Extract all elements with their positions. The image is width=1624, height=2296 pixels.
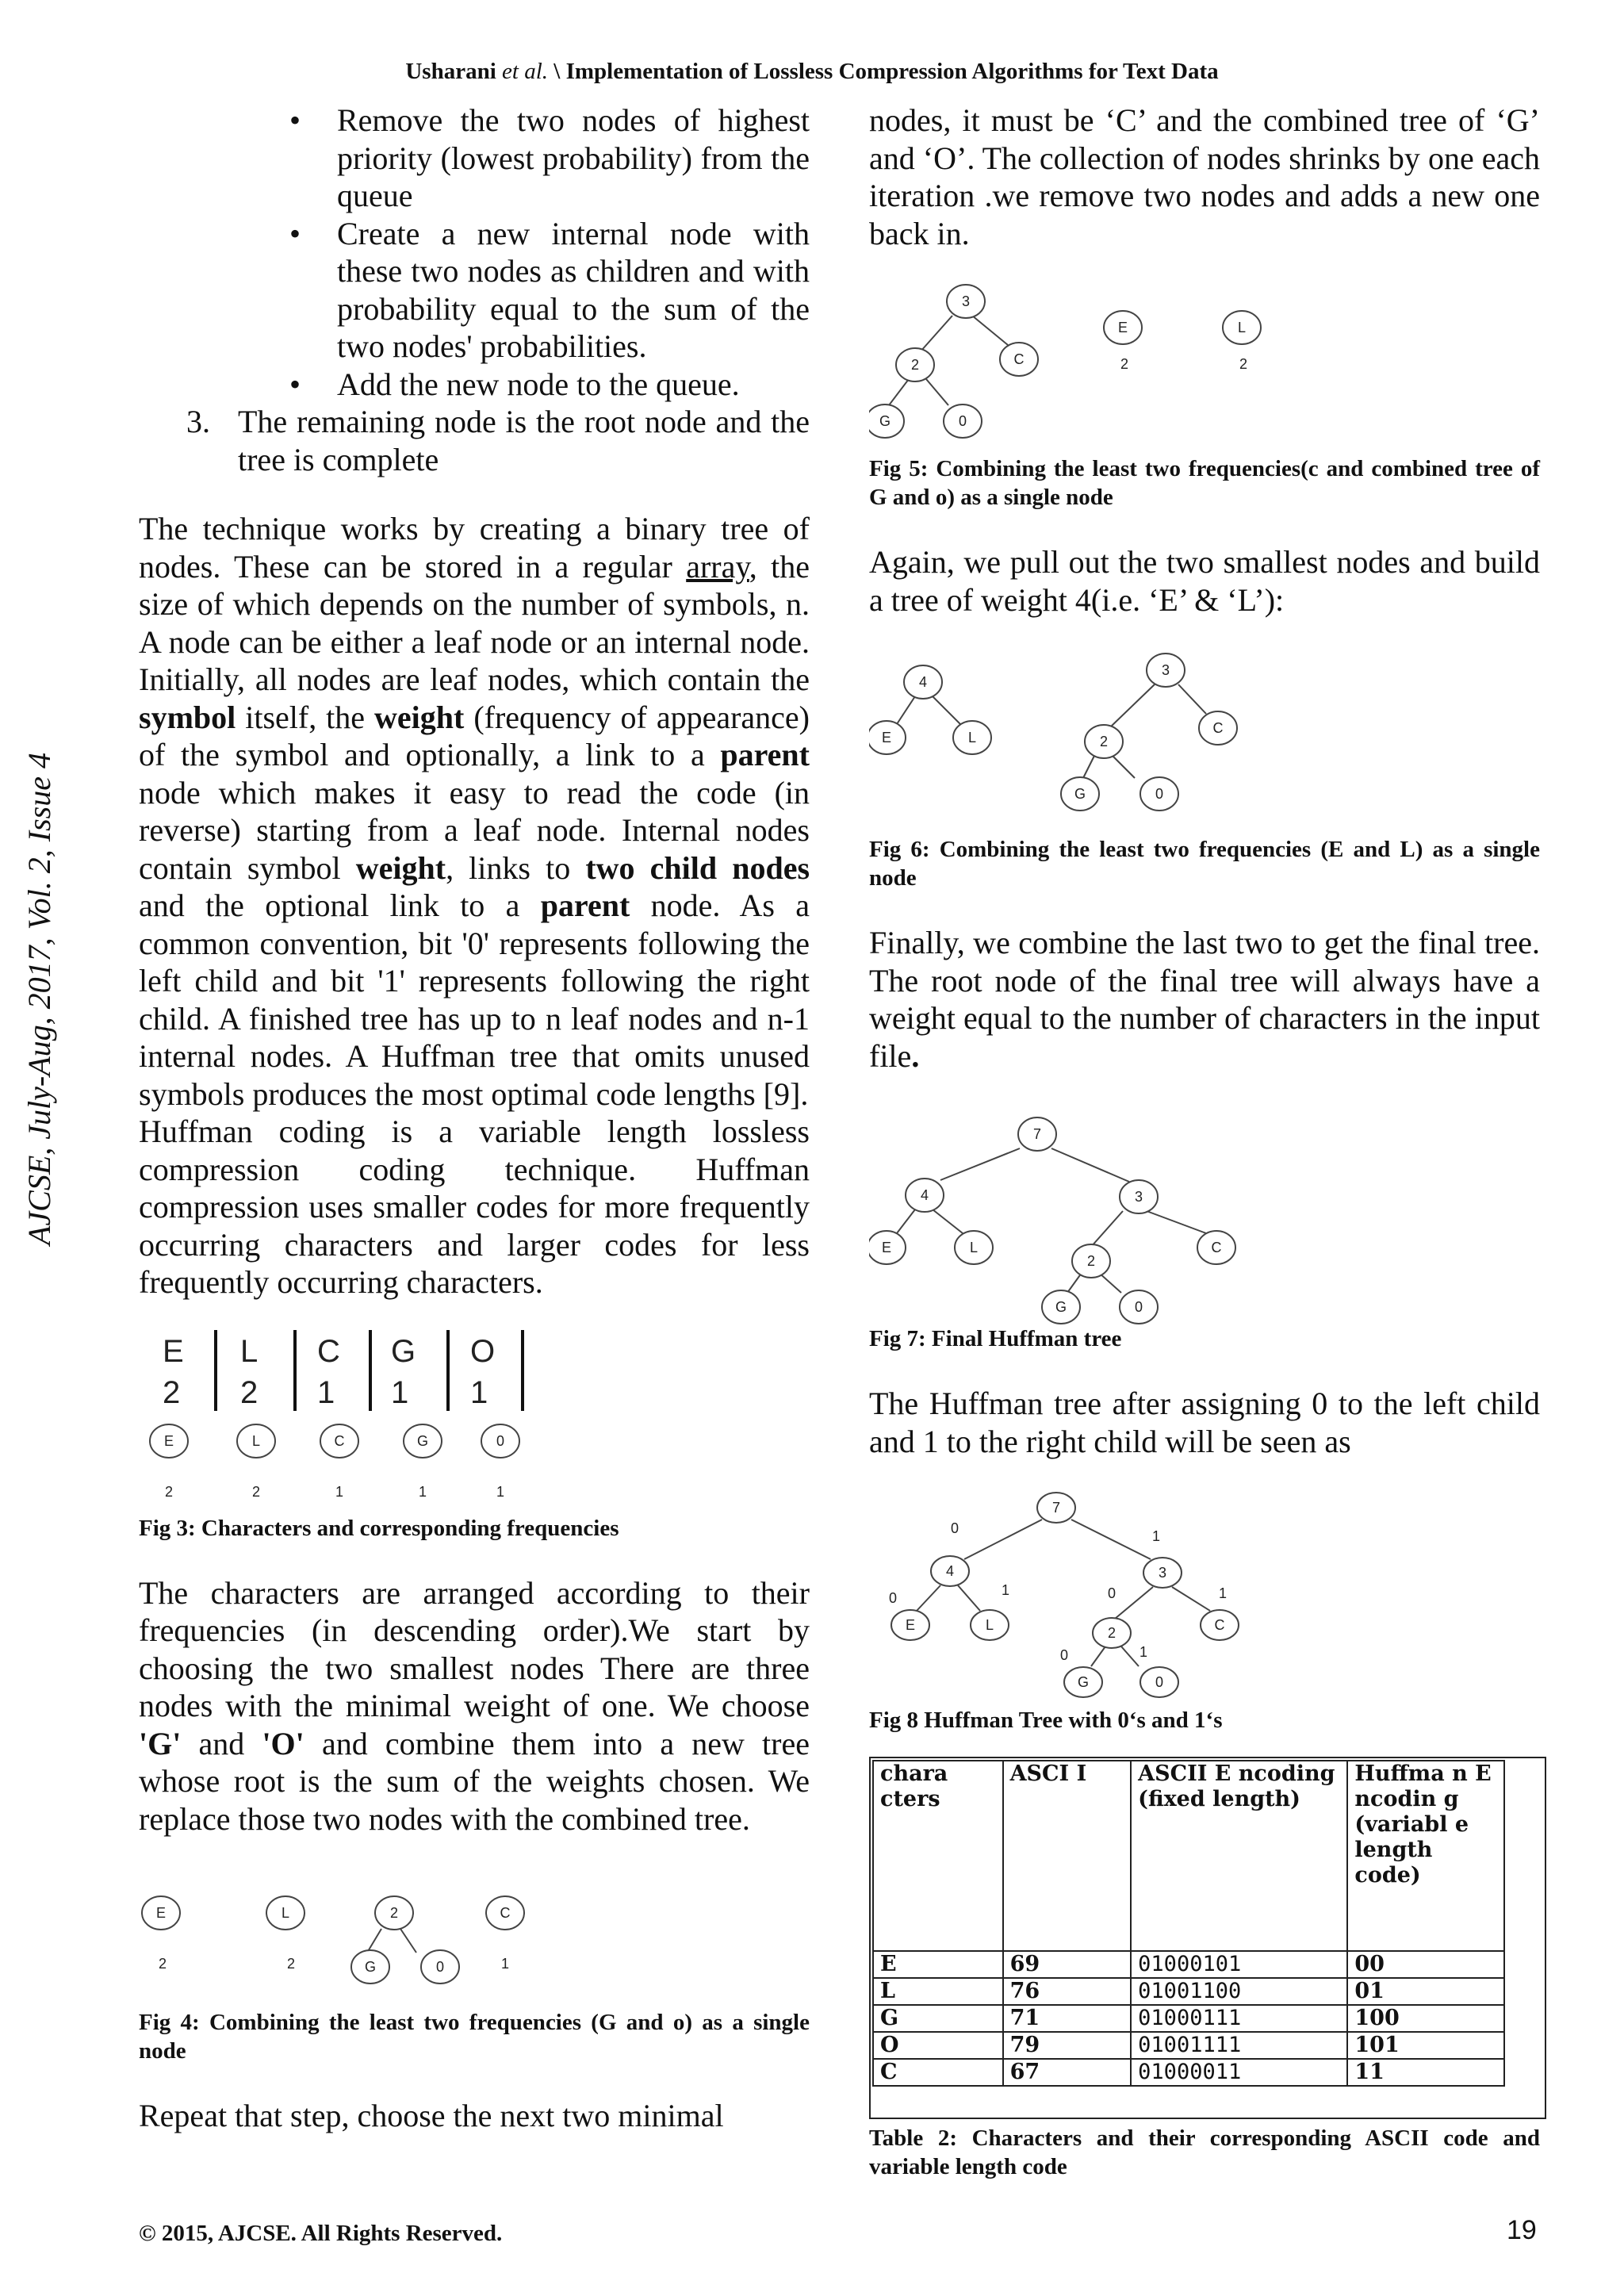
- fig6-caption: Fig 6: Combining the least two frequencies (E and L) as a single node: [869, 837, 1540, 891]
- fig8-label: 2: [1107, 1625, 1116, 1641]
- bullet-item: • Create a new internal node with these two nodes as children and with probability equal to the sum of the two nodes' probabilities.: [289, 215, 810, 364]
- figure-5: [869, 272, 1540, 454]
- fig7-label: L: [969, 1240, 979, 1255]
- table-row: [873, 1978, 1504, 2005]
- fig3-freq: 2: [240, 1374, 259, 1410]
- fig3-char: O: [470, 1333, 496, 1369]
- fig5-label: C: [1013, 351, 1025, 367]
- fig8-bit: 1: [1218, 1585, 1228, 1601]
- table-cell: 01001100: [1131, 1978, 1347, 2005]
- header-etal: et al.: [502, 59, 549, 84]
- fig3-node-weight: 1: [496, 1483, 505, 1500]
- algorithm-bullets: [139, 102, 810, 403]
- bullet-item: • Remove the two nodes of highest priority (lowest probability) from the queue: [289, 102, 810, 213]
- left-column: [139, 102, 810, 2135]
- table-2: [869, 1757, 1546, 2119]
- paragraph-huffman: Huffman coding is a variable length lossless compression coding technique. Huffman compression uses smaller codes for more frequently occurring characters and larger codes for less frequently occurring characters.: [139, 1114, 810, 1300]
- table-row: [873, 2032, 1504, 2059]
- table-cell: 69: [1003, 1951, 1132, 1978]
- array-link[interactable]: array: [686, 548, 749, 585]
- fig3-node-weight: 2: [251, 1483, 261, 1500]
- fig5-label: L: [1237, 320, 1247, 335]
- fig4-caption: Fig 4: Combining the least two frequencies (G and o) as a single node: [139, 2010, 810, 2064]
- fig3-node-weight: 2: [164, 1483, 174, 1500]
- fig7-label: 3: [1134, 1189, 1143, 1205]
- fig5-weight: 2: [1120, 356, 1129, 372]
- fig7-label: G: [1055, 1299, 1067, 1315]
- fig8-bit: 0: [1059, 1647, 1069, 1663]
- figure-8: [869, 1492, 1540, 1706]
- right-column: [869, 102, 1540, 2181]
- fig8-label: 4: [945, 1563, 955, 1579]
- table-cell: 100: [1347, 2005, 1504, 2032]
- ascii-table: [872, 1760, 1505, 2087]
- fig8-label: G: [1077, 1674, 1090, 1690]
- fig8-bit: 1: [1001, 1582, 1010, 1598]
- fig7-caption: Fig 7: Final Huffman tree: [869, 1326, 1122, 1351]
- fig4-weight: 2: [158, 1956, 167, 1972]
- table-header-row: [873, 1761, 1504, 1951]
- fig6-label: L: [967, 730, 977, 746]
- table-header: ASCII E ncoding (fixed length): [1131, 1761, 1347, 1951]
- fig8-bit: 0: [888, 1590, 898, 1606]
- fig6-label: G: [1074, 786, 1086, 802]
- table-cell: 01000011: [1131, 2059, 1347, 2086]
- table-cell: 67: [1003, 2059, 1132, 2086]
- journal-side-label: AJCSE, July-Aug, 2017, Vol. 2, Issue 4: [21, 753, 57, 1245]
- table-row: [873, 1951, 1504, 1978]
- fig7-label: C: [1211, 1240, 1222, 1255]
- fig8-bit: 0: [1107, 1585, 1116, 1601]
- fig3-node-weight: 1: [418, 1483, 427, 1500]
- table2-caption: Table 2: Characters and their corresponding ASCII code and variable length code: [869, 2125, 1540, 2179]
- fig8-label: 3: [1158, 1565, 1167, 1581]
- header-author: Usharani: [405, 59, 496, 84]
- fig6-label: 2: [1099, 734, 1109, 749]
- table-cell: 76: [1003, 1978, 1132, 2005]
- fig5-caption: Fig 5: Combining the least two frequencies(c and combined tree of G and o) as a single node: [869, 456, 1540, 510]
- fig5-label: E: [1117, 320, 1128, 335]
- table-header: ASCI I: [1003, 1761, 1132, 1951]
- fig3-node-label: G: [416, 1432, 429, 1449]
- table-cell: 101: [1347, 2032, 1504, 2059]
- table-cell: L: [873, 1978, 1003, 2005]
- fig8-label: L: [985, 1617, 994, 1633]
- running-header: [0, 59, 1624, 85]
- fig4-weight: 1: [500, 1956, 510, 1972]
- table-cell: 71: [1003, 2005, 1132, 2032]
- table-cell: 00: [1347, 1951, 1504, 1978]
- figure-4: [139, 1865, 810, 2008]
- fig3-char: L: [240, 1333, 259, 1369]
- fig8-bit: 1: [1139, 1644, 1148, 1660]
- fig3-char: C: [317, 1333, 340, 1369]
- fig4-label: L: [281, 1905, 290, 1921]
- paragraph-repeat: Repeat that step, choose the next two minimal: [139, 2098, 724, 2133]
- paragraph-arrange: The characters are arranged according to their frequencies (in descending order).We start by choosing the two smallest nodes There are three nodes with the minimal weight of one. We choose 'G' and 'O' and combine them into a new tree whose root is the sum of the weights chosen. We replace those two nodes with the combined tree.: [139, 1574, 810, 1837]
- table-cell: 01001111: [1131, 2032, 1347, 2059]
- fig6-label: C: [1212, 720, 1224, 736]
- fig8-caption: Fig 8 Huffman Tree with 0‘s and 1‘s: [869, 1708, 1223, 1733]
- fig5-label: 3: [961, 293, 971, 309]
- bullet-item: • Add the new node to the queue.: [289, 366, 740, 402]
- paragraph-assign: The Huffman tree after assigning 0 to the left child and 1 to the right child will be seen as: [869, 1386, 1540, 1459]
- fig4-weight: 2: [286, 1956, 296, 1972]
- table-cell: E: [873, 1951, 1003, 1978]
- fig3-node-label: L: [251, 1432, 261, 1449]
- footer-copyright: © 2015, AJCSE. All Rights Reserved.: [139, 2221, 503, 2246]
- fig3-char: G: [391, 1333, 416, 1369]
- fig5-label: 0: [958, 413, 967, 429]
- figure-6: [869, 649, 1540, 835]
- fig5-label: 2: [910, 357, 920, 373]
- fig8-label: C: [1214, 1617, 1225, 1633]
- fig3-caption: Fig 3: Characters and corresponding frequencies: [139, 1515, 619, 1541]
- table-cell: 01000101: [1131, 1951, 1347, 1978]
- table-row: [873, 2005, 1504, 2032]
- figure-3: [139, 1324, 810, 1514]
- fig4-label: G: [364, 1959, 377, 1975]
- fig3-freq: 2: [163, 1374, 181, 1410]
- fig4-label: 2: [389, 1905, 399, 1921]
- fig3-freq: 1: [391, 1374, 409, 1410]
- fig5-label: G: [879, 413, 891, 429]
- table-cell: 11: [1347, 2059, 1504, 2086]
- fig3-char: E: [163, 1333, 184, 1369]
- fig4-label: 0: [435, 1959, 445, 1975]
- fig7-label: 4: [920, 1187, 929, 1203]
- fig3-node-label: 0: [496, 1432, 505, 1449]
- fig7-label: 7: [1032, 1126, 1042, 1142]
- table-cell: C: [873, 2059, 1003, 2086]
- table-cell: G: [873, 2005, 1003, 2032]
- header-title: \ Implementation of Lossless Compression Algorithms for Text Data: [553, 59, 1219, 84]
- page-number: 19: [1507, 2215, 1537, 2245]
- step-3: 3. The remaining node is the root node and the tree is complete: [186, 404, 810, 477]
- fig7-label: 2: [1086, 1253, 1096, 1269]
- fig4-label: E: [155, 1905, 167, 1921]
- paragraph-finally: Finally, we combine the last two to get the final tree. The root node of the final tree will always have a weight equal to the number of characters in the input file.: [869, 925, 1540, 1074]
- fig4-label: C: [500, 1905, 511, 1921]
- fig3-node-weight: 1: [335, 1483, 344, 1500]
- fig7-label: 0: [1134, 1299, 1143, 1315]
- table-cell: 01000111: [1131, 2005, 1347, 2032]
- fig5-weight: 2: [1239, 356, 1248, 372]
- fig6-label: 3: [1161, 662, 1170, 678]
- figure-7: [869, 1110, 1540, 1324]
- fig8-label: 0: [1155, 1674, 1164, 1690]
- fig8-label: 7: [1051, 1500, 1061, 1516]
- fig6-label: E: [881, 730, 892, 746]
- table-cell: O: [873, 2032, 1003, 2059]
- fig8-bit: 0: [950, 1520, 959, 1536]
- table-row: [873, 2059, 1504, 2086]
- fig3-freq: 1: [317, 1374, 335, 1410]
- paragraph-technique: The technique works by creating a binary tree of nodes. These can be stored in a regular array, the size of which depends on the number of symbols, n. A node can be either a leaf node or an internal node. Initially, all nodes are leaf nodes, which contain the symbol itself, the weight (frequency of appearance) of the symbol and optionally, a link to a parent node which makes it easy to read the code (in reverse) starting from a leaf node. Internal nodes contain symbol weight, links to two child nodes and the optional link to a parent node. As a common convention, bit '0' represents following the left child and bit '1' represents following the right child. A finished tree has up to n leaf nodes and n-1 internal nodes. A Huffman tree that omits unused symbols produces the most optimal code lengths [9].: [139, 511, 810, 1112]
- fig8-bit: 1: [1151, 1528, 1161, 1544]
- fig6-label: 4: [918, 674, 928, 690]
- table-cell: 79: [1003, 2032, 1132, 2059]
- paragraph-nodes: nodes, it must be ‘C’ and the combined tree of ‘G’ and ‘O’. The collection of nodes shrinks by one each iteration .we remove two nodes and adds a new one back in.: [869, 102, 1540, 251]
- fig3-node-label: E: [163, 1432, 174, 1449]
- table-header: chara cters: [873, 1761, 1003, 1951]
- fig8-label: E: [905, 1617, 916, 1633]
- table-header: Huffma n E ncodin g (variabl e length code): [1347, 1761, 1504, 1951]
- fig3-node-label: C: [334, 1432, 345, 1449]
- table-cell: 01: [1347, 1978, 1504, 2005]
- fig6-label: 0: [1155, 786, 1164, 802]
- fig7-label: E: [881, 1240, 892, 1255]
- fig3-freq: 1: [470, 1374, 488, 1410]
- paragraph-again: Again, we pull out the two smallest nodes and build a tree of weight 4(i.e. ‘E’ & ‘L’):: [869, 544, 1540, 618]
